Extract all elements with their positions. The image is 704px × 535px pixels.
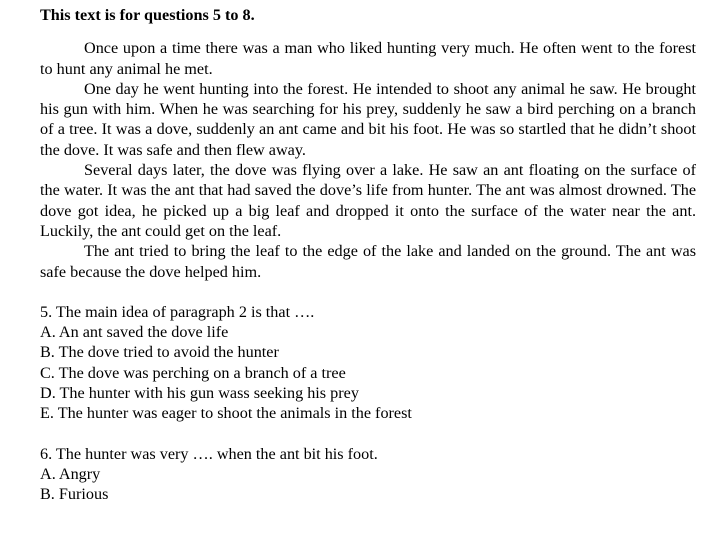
section-heading: This text is for questions 5 to 8. [40, 6, 255, 24]
answer-option-b: B. Furious [40, 485, 109, 504]
answer-option-e: E. The hunter was eager to shoot the animals in the forest [40, 404, 412, 423]
story-paragraph-3: Several days later, the dove was flying over a lake. He saw an ant floating on the surface of the water. It was the ant that had saved the dove’s life from hunter. The ant was almost drowned. The dove got idea, he picked up a big leaf and dropped it onto the surface of the water near the ant. Luckily, the ant could get on the leaf. [40, 161, 696, 240]
answer-option-a: A. Angry [40, 464, 101, 483]
story-paragraph-1: Once upon a time there was a man who liked hunting very much. He often went to the forest to hunt any animal he met. [40, 39, 696, 78]
answer-option-b: B. The dove tried to avoid the hunter [40, 343, 279, 362]
story-text [40, 38, 696, 282]
answer-option-a: A. An ant saved the dove life [40, 323, 229, 342]
question-stem: 6. The hunter was very …. when the ant bit his foot. [40, 444, 378, 463]
question-stem: 5. The main idea of paragraph 2 is that …. [40, 302, 315, 321]
question-5 [40, 302, 696, 424]
answer-option-c: C. The dove was perching on a branch of a tree [40, 363, 346, 382]
question-6 [40, 444, 696, 505]
story-paragraph-4: The ant tried to bring the leaf to the edge of the lake and landed on the ground. The ant was safe because the dove helped him. [40, 242, 696, 281]
answer-option-d: D. The hunter with his gun wass seeking his prey [40, 384, 359, 403]
story-paragraph-2: One day he went hunting into the forest. He intended to shoot any animal he saw. He brought his gun with him. When he was searching for his prey, suddenly he saw a bird perching on a branch of a tree. It was a dove, suddenly an ant came and bit his foot. He was so startled that he didn’t shoot the dove. It was safe and then flew away. [40, 79, 696, 159]
